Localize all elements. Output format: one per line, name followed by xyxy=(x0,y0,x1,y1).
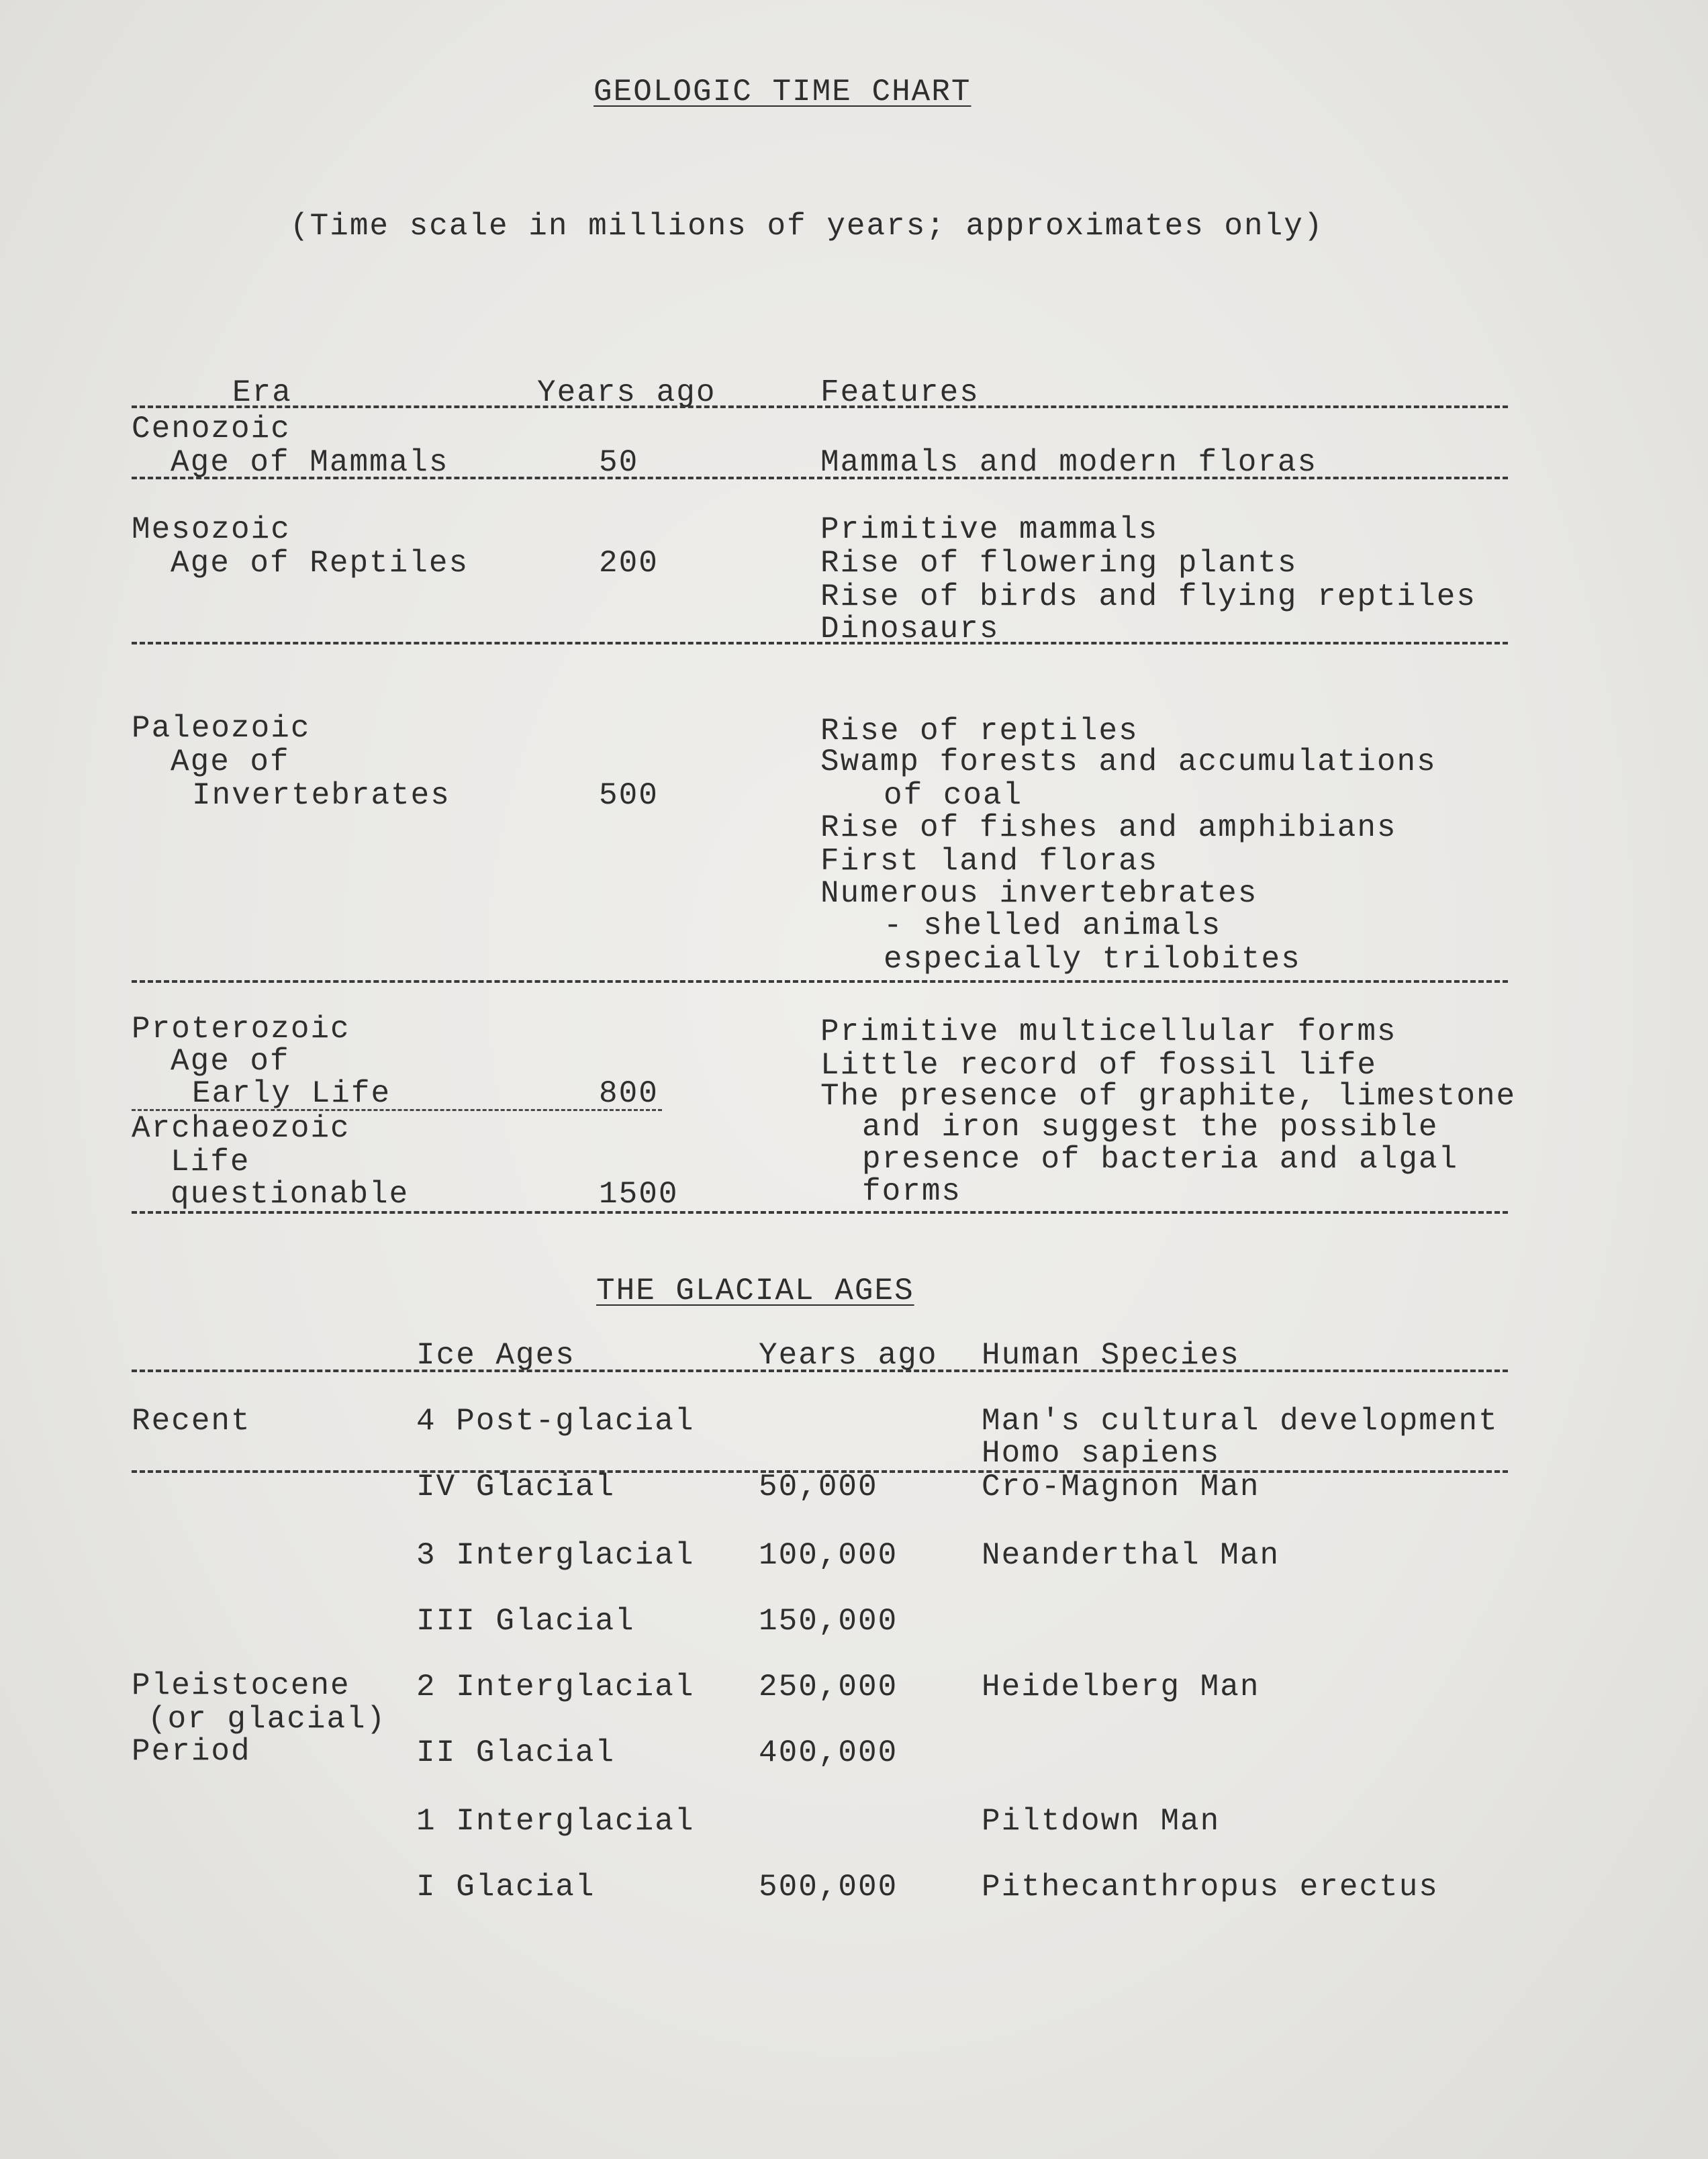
years-ago: 400,000 xyxy=(759,1735,898,1770)
feature-line: First land floras xyxy=(820,844,1159,879)
years-ago: 500,000 xyxy=(759,1870,898,1905)
table-rule xyxy=(132,1370,1508,1372)
era-subtitle: Age of xyxy=(171,1044,290,1079)
ice-age: II Glacial xyxy=(416,1735,616,1770)
page-subtitle: (Time scale in millions of years; approximates only) xyxy=(290,209,1324,244)
ice-age: I Glacial xyxy=(416,1870,596,1905)
period-label: Period xyxy=(132,1734,251,1769)
years-ago: 100,000 xyxy=(759,1538,898,1573)
period-label: (or glacial) xyxy=(148,1702,387,1737)
years-ago: 250,000 xyxy=(759,1670,898,1705)
table-rule xyxy=(132,980,1508,983)
feature-line: Primitive mammals xyxy=(820,512,1159,547)
period-label: Pleistocene xyxy=(132,1668,350,1703)
feature-line: of coal xyxy=(884,778,1023,813)
feature-line: Numerous invertebrates xyxy=(820,876,1258,911)
feature-line: Little record of fossil life xyxy=(820,1048,1377,1083)
era-subtitle: questionable xyxy=(171,1177,410,1212)
header-ice-ages: Ice Ages xyxy=(416,1338,575,1373)
years-ago: 150,000 xyxy=(759,1604,898,1639)
ice-age: III Glacial xyxy=(416,1604,635,1639)
era-subtitle: Life xyxy=(171,1145,250,1180)
era-years: 200 xyxy=(599,546,659,581)
header-years: Years ago xyxy=(759,1338,938,1373)
feature-line: Rise of flowering plants xyxy=(820,546,1298,581)
era-subtitle: Age of xyxy=(171,745,290,779)
human-species: Heidelberg Man xyxy=(982,1670,1260,1705)
era-years: 50 xyxy=(599,445,639,480)
table-rule xyxy=(132,405,1508,408)
table-rule xyxy=(132,477,1508,479)
period-label: Recent xyxy=(132,1404,251,1439)
era-name: Archaeozoic xyxy=(132,1111,350,1146)
feature-line: presence of bacteria and algal xyxy=(862,1142,1459,1177)
feature-line: forms xyxy=(862,1174,962,1209)
page-title: GEOLOGIC TIME CHART xyxy=(594,75,971,109)
feature-line: especially trilobites xyxy=(884,942,1301,977)
human-species: Piltdown Man xyxy=(982,1804,1221,1839)
years-ago: 50,000 xyxy=(759,1470,878,1504)
era-name: Cenozoic xyxy=(132,412,291,446)
feature-line: Rise of reptiles xyxy=(820,714,1139,749)
era-years: 500 xyxy=(599,778,659,813)
table-rule xyxy=(132,642,1508,644)
era-name: Paleozoic xyxy=(132,711,311,746)
feature-line: Mammals and modern floras xyxy=(820,445,1318,480)
feature-line: Swamp forests and accumulations xyxy=(820,745,1437,779)
header-era: Era xyxy=(232,375,292,410)
ice-age: IV Glacial xyxy=(416,1470,616,1504)
ice-age: 3 Interglacial xyxy=(416,1538,695,1573)
feature-line: Dinosaurs xyxy=(820,612,1000,646)
header-human-species: Human Species xyxy=(982,1338,1240,1373)
era-years: 800 xyxy=(599,1076,659,1111)
human-species: Cro-Magnon Man xyxy=(982,1470,1260,1504)
era-years: 1500 xyxy=(599,1177,679,1212)
header-years: Years ago xyxy=(537,375,716,410)
feature-line: Rise of fishes and amphibians xyxy=(820,810,1397,845)
ice-age: 2 Interglacial xyxy=(416,1670,695,1705)
feature-line: Primitive multicellular forms xyxy=(820,1014,1397,1049)
ice-age: 1 Interglacial xyxy=(416,1804,695,1839)
era-name: Proterozoic xyxy=(132,1012,350,1047)
era-name: Mesozoic xyxy=(132,512,291,547)
human-species: Man's cultural development xyxy=(982,1404,1499,1439)
feature-line: and iron suggest the possible xyxy=(862,1110,1439,1145)
human-species: Homo sapiens xyxy=(982,1436,1221,1471)
section-title: THE GLACIAL AGES xyxy=(596,1274,914,1308)
era-subtitle: Early Life xyxy=(192,1076,391,1111)
era-subtitle: Age of Mammals xyxy=(171,445,449,480)
human-species: Neanderthal Man xyxy=(982,1538,1280,1573)
ice-age: 4 Post-glacial xyxy=(416,1404,695,1439)
feature-line: - shelled animals xyxy=(884,908,1222,943)
feature-line: Rise of birds and flying reptiles xyxy=(820,579,1476,614)
feature-line: The presence of graphite, limestone xyxy=(820,1079,1517,1114)
era-subtitle: Age of Reptiles xyxy=(171,546,469,581)
header-features: Features xyxy=(820,375,980,410)
human-species: Pithecanthropus erectus xyxy=(982,1870,1439,1905)
table-rule xyxy=(132,1211,1508,1214)
era-subtitle: Invertebrates xyxy=(192,778,450,813)
